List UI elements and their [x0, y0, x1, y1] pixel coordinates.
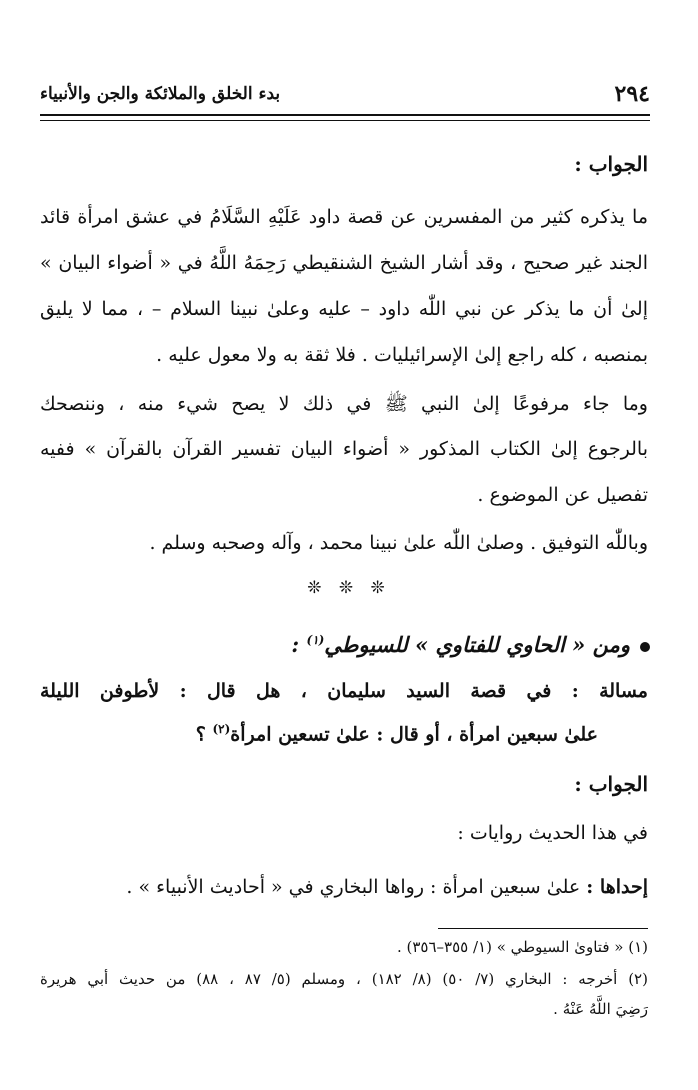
- answer-heading-1: الجواب :: [574, 152, 648, 176]
- section-separator: ❊ ❊ ❊: [307, 578, 391, 598]
- paragraph-line: إلىٰ أن ما يذكر عن نبي اللّٰه داود – عليه وعلىٰ نبينا السلام – ، مما لا يليق: [40, 298, 648, 320]
- paragraph-line: في هذا الحديث روايات :: [457, 822, 648, 844]
- answer-line: [126, 876, 648, 898]
- section-title: [291, 632, 650, 657]
- page-number: ٢٩٤: [614, 81, 650, 107]
- footnote-2: (٢) أخرجه : البخاري (٧/ ٥٠) (٨/ ١٨٢) ، ومسلم (٥/ ٨٧ ، ٨٨) من حديث أبي هريرة: [40, 970, 648, 988]
- answer-text: علىٰ سبعين امرأة : رواها البخاري في « أحاديث الأنبياء » .: [126, 876, 581, 898]
- section-title-colon: :: [291, 632, 307, 657]
- closing-line: وباللّٰه التوفيق . وصلىٰ اللّٰه علىٰ نبينا محمد ، وآله وصحبه وسلم .: [149, 532, 648, 554]
- paragraph-line: وما جاء مرفوعًا إلىٰ النبي ﷺ في ذلك لا يصح شيء منه ، وننصحك: [40, 393, 648, 415]
- footnote-rule: [438, 928, 648, 929]
- page-header: [40, 78, 650, 110]
- paragraph-line: بمنصبه ، كله راجع إلىٰ الإسرائيليات . فلا ثقة به ولا معول عليه .: [156, 344, 648, 366]
- question-line-2: [196, 722, 598, 745]
- header-rule-thin: [40, 120, 650, 121]
- header-rule-thick: [40, 114, 650, 116]
- footnote-1: (١) « فتاوىٰ السيوطي » (١/ ٣٥٥–٣٥٦) .: [396, 938, 648, 956]
- footnote-2-cont: رَضِيَ اللَّهُ عَنْهُ .: [553, 1000, 648, 1018]
- question-line: [40, 680, 648, 702]
- question-mark: ؟: [195, 723, 213, 746]
- paragraph-line: تفصيل عن الموضوع .: [477, 484, 648, 506]
- paragraph-line: ما يذكره كثير من المفسرين عن قصة داود عَلَيْهِ السَّلَامُ في عشق امرأة قائد: [40, 206, 648, 228]
- question-label: مسالة :: [571, 680, 648, 702]
- paragraph-line: بالرجوع إلىٰ الكتاب المذكور « أضواء البيان تفسير القرآن بالقرآن » ففيه: [40, 438, 648, 460]
- answer-heading-2: الجواب :: [574, 772, 648, 796]
- question-text: في قصة السيد سليمان ، هل قال : لأطوفن الليلة: [40, 680, 552, 702]
- answer-label: إحداها :: [586, 876, 648, 898]
- bullet-icon: [640, 642, 650, 652]
- section-title-text: ومن « الحاوي للفتاوي » للسيوطي: [324, 632, 630, 657]
- question-text-2: علىٰ سبعين امرأة ، أو قال : علىٰ تسعين امرأة: [230, 723, 598, 746]
- paragraph-line: الجند غير صحيح ، وقد أشار الشيخ الشنقيطي رَحِمَهُ اللَّهُ في « أضواء البيان »: [40, 252, 648, 274]
- footnote-ref: (٢): [212, 722, 231, 736]
- footnote-ref: (١): [306, 633, 325, 647]
- running-title: بدء الخلق والملائكة والجن والأنبياء: [40, 84, 281, 104]
